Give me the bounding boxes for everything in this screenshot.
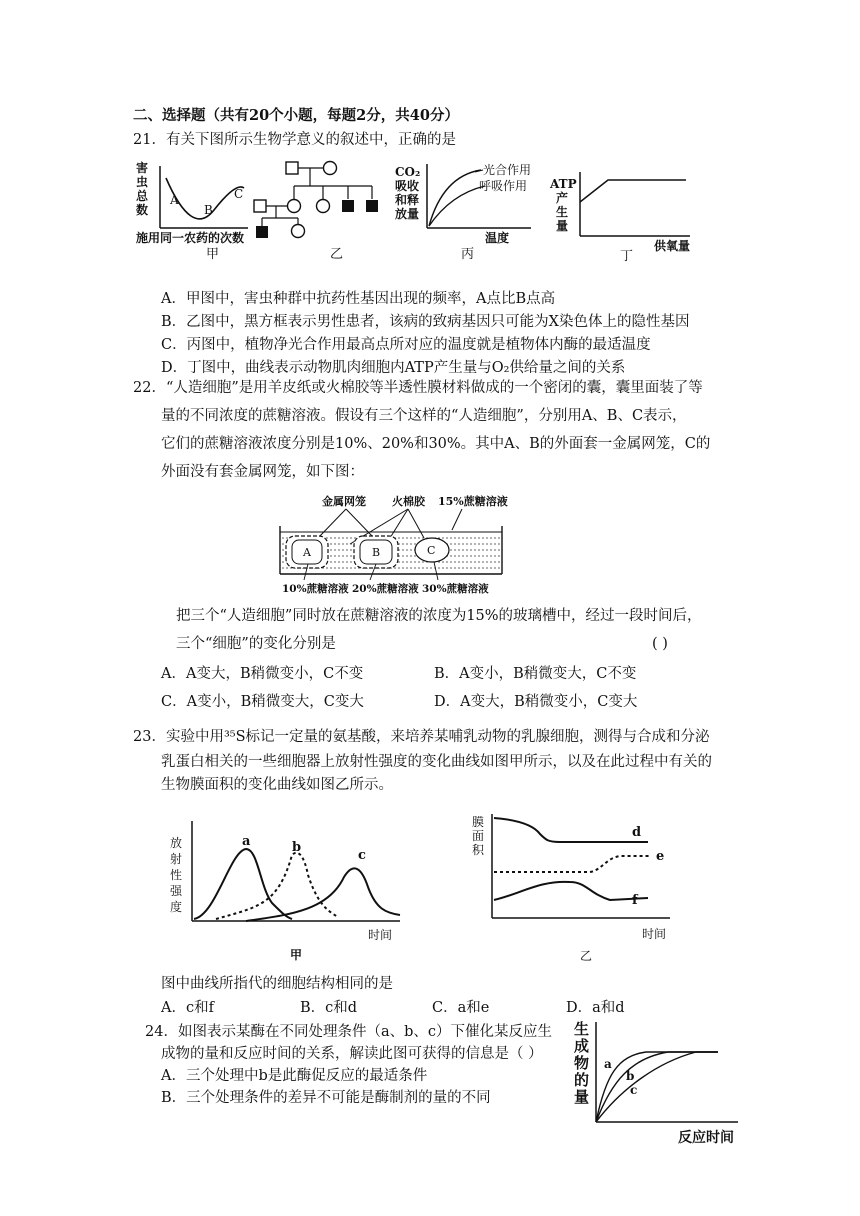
q24-xlabel: 反应时间 (678, 1130, 734, 1146)
q24-ylabel-2: 成 (574, 1037, 590, 1055)
q24-curve-b: b (626, 1069, 635, 1083)
fig-ding-ylabel-4: 量 (556, 219, 569, 233)
q23-yi-xlabel: 时间 (642, 927, 667, 941)
q24-figure (572, 1018, 742, 1148)
q23-yi-curve-f: f (632, 893, 638, 908)
fig-bing-ylabel-1: CO₂ (395, 165, 421, 179)
fig-jia-ylabel-2: 虫 (136, 175, 149, 189)
q23-option-a: A．c和f (161, 1000, 214, 1016)
fig-jia-ylabel-3: 总 (136, 189, 149, 203)
fig-bing-ylabel-2: 吸收 (395, 179, 420, 193)
pedigree-female-normal (324, 162, 337, 175)
q23-jia-caption: 甲 (290, 948, 303, 962)
q23-jia-ylabel-4: 强 (170, 884, 183, 898)
fig-ding-xlabel: 供氧量 (654, 239, 691, 253)
q22-option-c: C．A变小，B稍微变大，C变大 (161, 694, 364, 710)
q21-option-c: C．丙图中，植物净光合作用最高点所对应的温度就是植物体内酶的最适温度 (161, 337, 651, 353)
q22-stem-line-3: 它们的蔗糖溶液浓度分别是10%、20%和30%。其中A、B的外面套一金属网笼，C的 (161, 436, 711, 452)
q22-stem-line-1: 22．“人造细胞”是用羊皮纸或火棉胶等半透性膜材料做成的一个密闭的囊，囊里面装了等 (133, 380, 703, 396)
q22-label-bath: 15%蔗糖溶液 (438, 495, 508, 508)
fig-ding-caption: 丁 (620, 249, 634, 264)
section-header: 二、选择题（共有20个小题，每题2分，共40分） (133, 107, 459, 124)
q22-conc-c: 30%蔗糖溶液 (422, 583, 489, 595)
fig-jia-ylabel-4: 数 (136, 203, 149, 217)
pedigree-male-normal (254, 200, 266, 212)
q23-yi-caption: 乙 (580, 949, 593, 963)
pedigree-female-normal (288, 200, 301, 213)
q24-curve-c: c (630, 1083, 638, 1097)
q22-stem-line-4: 外面没有套金属网笼，如下图： (161, 464, 364, 480)
pedigree-male-affected (366, 200, 378, 212)
q23-question: 图中曲线所指代的细胞结构相同的是 (161, 976, 393, 992)
q23-option-d: D．a和d (566, 1000, 625, 1016)
q23-stem-line-2: 乳蛋白相关的一些细胞器上放射性强度的变化曲线如图甲所示，以及在此过程中有关的 (161, 754, 712, 770)
q23-jia-ylabel-2: 射 (170, 852, 183, 866)
q21-figure-ding (550, 158, 700, 268)
fig-jia-point-c: C (234, 187, 244, 201)
q23-jia-xlabel: 时间 (368, 928, 393, 942)
q22-cell-b: B (372, 546, 381, 559)
q21-option-a: A．甲图中，害虫种群中抗药性基因出现的频率，A点比B点高 (161, 291, 556, 307)
q22-question-line-2: 三个“细胞”的变化分别是 (176, 636, 336, 652)
q23-figure-yi (470, 808, 690, 963)
q22-conc-a: 10%蔗糖溶液 (282, 583, 349, 595)
q23-yi-ylabel-1: 膜 (472, 815, 485, 829)
q23-option-c: C．a和e (432, 1000, 490, 1016)
fig-ding-ylabel-1: ATP (550, 177, 577, 191)
q23-stem-line-1: 23．实验中用³⁵S标记一定量的氨基酸，来培养某哺乳动物的乳腺细胞，测得与合成和分泌 (133, 729, 710, 745)
q24-curve-a: a (604, 1057, 612, 1071)
q22-option-a: A．A变大，B稍微变小，C不变 (161, 666, 364, 682)
pedigree-male-normal (286, 162, 298, 174)
q24-stem-line-2: 成物的量和反应时间的关系，解读此图可获得的信息是（ ） (161, 1046, 543, 1062)
q23-yi-curve-d: d (632, 825, 642, 840)
fig-bing-ylabel-4: 放量 (395, 207, 420, 221)
fig-ding-ylabel-3: 生 (556, 205, 569, 219)
fig-bing-curve2-label: 呼吸作用 (479, 179, 528, 193)
q21-option-d: D．丁图中，曲线表示动物肌肉细胞内ATP产生量与O₂供给量之间的关系 (161, 360, 626, 376)
fig-bing-ylabel-3: 和释 (395, 193, 420, 207)
q21-figure-bing (395, 158, 540, 268)
q22-figure-artificial-cells (278, 490, 508, 600)
q23-option-b: B．c和d (300, 1000, 358, 1016)
fig-jia-point-a: A (170, 193, 179, 207)
q24-ylabel-1: 生 (574, 1020, 590, 1038)
fig-jia-xlabel: 施用同一农药的次数 (136, 231, 245, 245)
q23-jia-curve-b: b (292, 840, 302, 855)
q23-yi-ylabel-3: 积 (472, 843, 485, 857)
q24-ylabel-4: 的 (574, 1071, 590, 1089)
q24-option-a: A．三个处理中b是此酶促反应的最适条件 (161, 1068, 428, 1084)
q23-figure-jia (168, 815, 408, 965)
q23-stem-line-3: 生物膜面积的变化曲线如图乙所示。 (161, 777, 393, 793)
fig-jia-ylabel-1: 害 (136, 161, 149, 175)
q23-yi-curve-e: e (656, 849, 665, 864)
q21-option-b: B．乙图中，黑方框表示男性患者，该病的致病基因只可能为X染色体上的隐性基因 (161, 314, 690, 330)
q22-question-line-1: 把三个“人造细胞”同时放在蔗糖溶液的浓度为15%的玻璃槽中，经过一段时间后， (176, 608, 702, 624)
pedigree-female-normal (317, 200, 330, 213)
pedigree-male-affected (256, 226, 268, 238)
q24-option-b: B．三个处理条件的差异不可能是酶制剂的量的不同 (161, 1090, 491, 1106)
q21-figure-jia (130, 158, 250, 268)
q22-stem-line-2: 量的不同浓度的蔗糖溶液。假设有三个这样的“人造细胞”，分别用A、B、C表示， (161, 408, 687, 424)
q24-ylabel-5: 量 (574, 1088, 590, 1106)
pedigree-female-normal (292, 225, 305, 238)
q24-stem-line-1: 24．如图表示某酶在不同处理条件（a、b、c）下催化某反应生 (145, 1024, 552, 1040)
q22-cell-a: A (303, 546, 311, 559)
fig-bing-xlabel: 温度 (485, 231, 510, 245)
q21-stem: 21．有关下图所示生物学意义的叙述中，正确的是 (133, 132, 456, 148)
q23-yi-ylabel-2: 面 (472, 829, 485, 843)
q22-conc-b: 20%蔗糖溶液 (352, 583, 419, 595)
q22-label-collodion: 火棉胶 (392, 495, 425, 508)
q22-option-b: B．A变小，B稍微变大，C不变 (434, 666, 637, 682)
fig-yi-caption: 乙 (330, 247, 344, 262)
q24-ylabel-3: 物 (574, 1054, 590, 1072)
q22-answer-paren: ( ) (652, 636, 668, 652)
fig-bing-caption: 丙 (461, 247, 475, 262)
pedigree-male-affected (342, 200, 354, 212)
q23-jia-ylabel-1: 放 (170, 836, 183, 850)
q23-jia-ylabel-5: 度 (170, 900, 183, 914)
fig-bing-curve1-label: 光合作用 (483, 163, 532, 177)
fig-ding-ylabel-2: 产 (556, 191, 569, 205)
q22-cell-c: C (427, 544, 436, 557)
fig-jia-caption: 甲 (206, 247, 220, 262)
fig-jia-point-b: B (204, 203, 213, 217)
q23-jia-curve-a: a (242, 834, 251, 849)
q23-jia-curve-c: c (358, 848, 366, 863)
q21-figure-yi-pedigree (252, 158, 382, 268)
q22-option-d: D．A变大，B稍微变小，C变大 (434, 694, 638, 710)
q23-jia-ylabel-3: 性 (170, 868, 183, 882)
q22-label-cage: 金属网笼 (322, 495, 366, 508)
